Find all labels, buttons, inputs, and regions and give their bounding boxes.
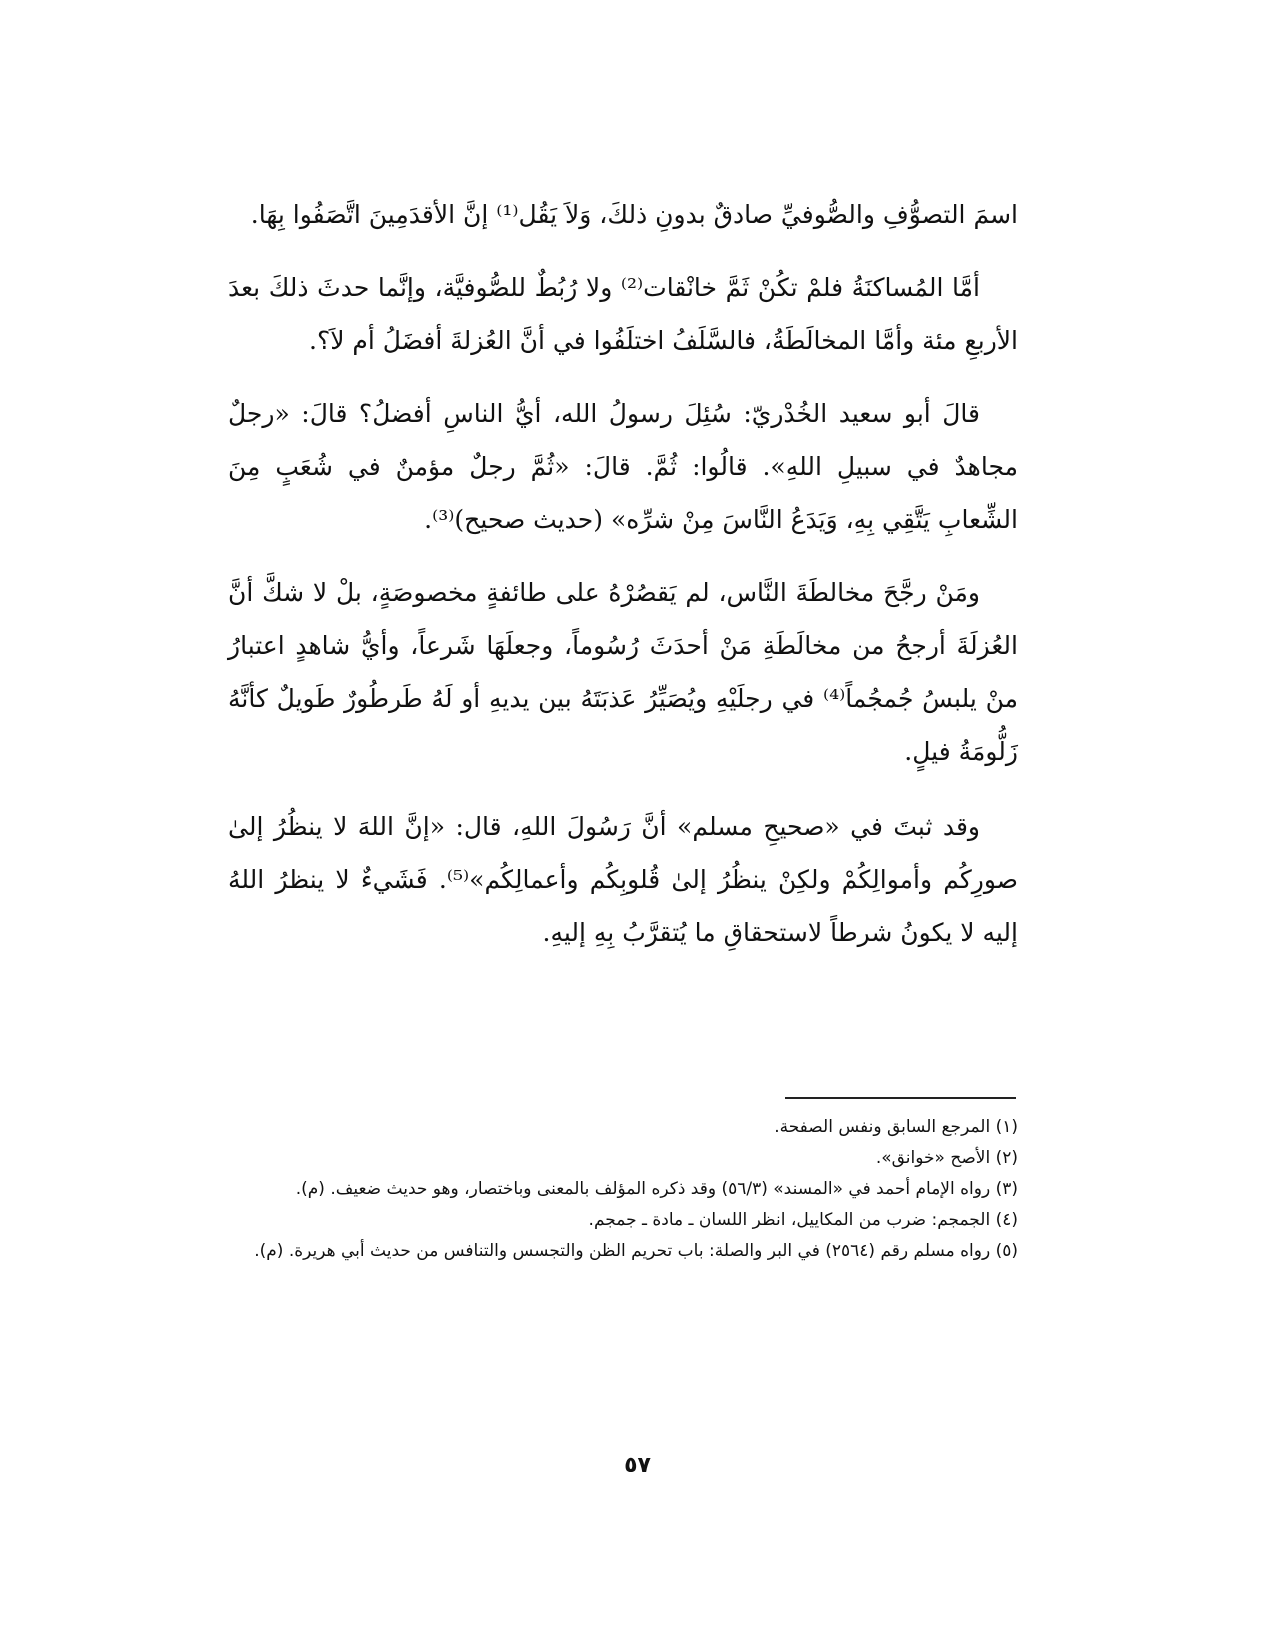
footnote-4: (٤) الجمجم: ضرب من المكاييل، انظر اللسان ـ مادة ـ جمجم. [588, 1210, 1018, 1230]
paragraph-2: أمَّا المُساكنَةُ فلمْ تكُنْ ثَمَّ خانْقات⁽²⁾ ولا رُبُطٌ للصُّوفيَّة، وإنَّما حدثَ ذلكَ بعدَ الأربعِ مئة وأمَّا المخالَطَةُ، فالسَّلَفُ اختلَفُوا في أنَّ العُزلةَ أفضَلُ أم لاَ؟. [228, 273, 1018, 355]
paragraph-1: اسمَ التصوُّفِ والصُّوفيِّ صادقٌ بدونِ ذلكَ، وَلاَ يَقُل⁽¹⁾ إنَّ الأقدَمِينَ اتَّصَفُوا بِهَا. [250, 200, 1018, 229]
footnote-1: (١) المرجع السابق ونفس الصفحة. [774, 1117, 1018, 1137]
paragraph-4: ومَنْ رجَّحَ مخالطَةَ النَّاس، لم يَقصُرْهُ على طائفةٍ مخصوصَةٍ، بلْ لا شكَّ أنَّ العُزلَةَ أرجحُ من مخالَطَةِ مَنْ أحدَثَ رُسُوماً، وجعلَهَا شَرعاً، وأيُّ شاهدٍ اعتبارُ منْ يلبسُ جُمجُماً⁽⁴⁾ في رجلَيْهِ ويُصَيِّرُ عَذبَتَهُ بين يديهِ أو لَهُ طَرطُورٌ طَويلٌ كأنَّهُ زَلُّومَةُ فيلٍ. [228, 578, 1018, 766]
paragraph-3: قالَ أبو سعيد الخُدْريّ: سُئِلَ رسولُ الله، أيُّ الناسِ أفضلُ؟ قالَ: «رجلٌ مجاهدٌ في سبيلِ اللهِ». قالُوا: ثُمَّ. قالَ: «ثُمَّ رجلٌ مؤمنٌ في شُعَبٍ مِنَ الشِّعابِ يَتَّقِي بِهِ، وَيَدَعُ النَّاسَ مِنْ شرِّه» (حديث صحيح)⁽³⁾. [228, 399, 1018, 534]
footnote-5: (٥) رواه مسلم رقم (٢٥٦٤) في البر والصلة: باب تحريم الظن والتجسس والتنافس من حديث أبي هريرة. (م). [254, 1241, 1018, 1261]
footnotes [228, 1112, 1018, 1267]
page-number: ٥٧ [624, 1453, 651, 1478]
page-body [228, 188, 1018, 979]
footnote-divider [785, 1097, 1016, 1099]
paragraph-5: وقد ثبتَ في «صحيحِ مسلم» أنَّ رَسُولَ اللهِ، قال: «إنَّ اللهَ لا ينظُرُ إلىٰ صورِكُم وأموالِكُمْ ولكِنْ ينظُرُ إلىٰ قُلوبِكُم وأعمالِكُم»⁽⁵⁾. فَشَيءٌ لا ينظرُ اللهُ إليه لا يكونُ شرطاً لاستحقاقِ ما يُتقرَّبُ بِهِ إليهِ. [228, 812, 1018, 947]
footnote-2: (٢) الأصح «خوانق». [875, 1148, 1018, 1168]
footnote-3: (٣) رواه الإمام أحمد في «المسند» (٥٦/٣) وقد ذكره المؤلف بالمعنى وباختصار، وهو حديث ضعيف. (م). [295, 1179, 1018, 1199]
